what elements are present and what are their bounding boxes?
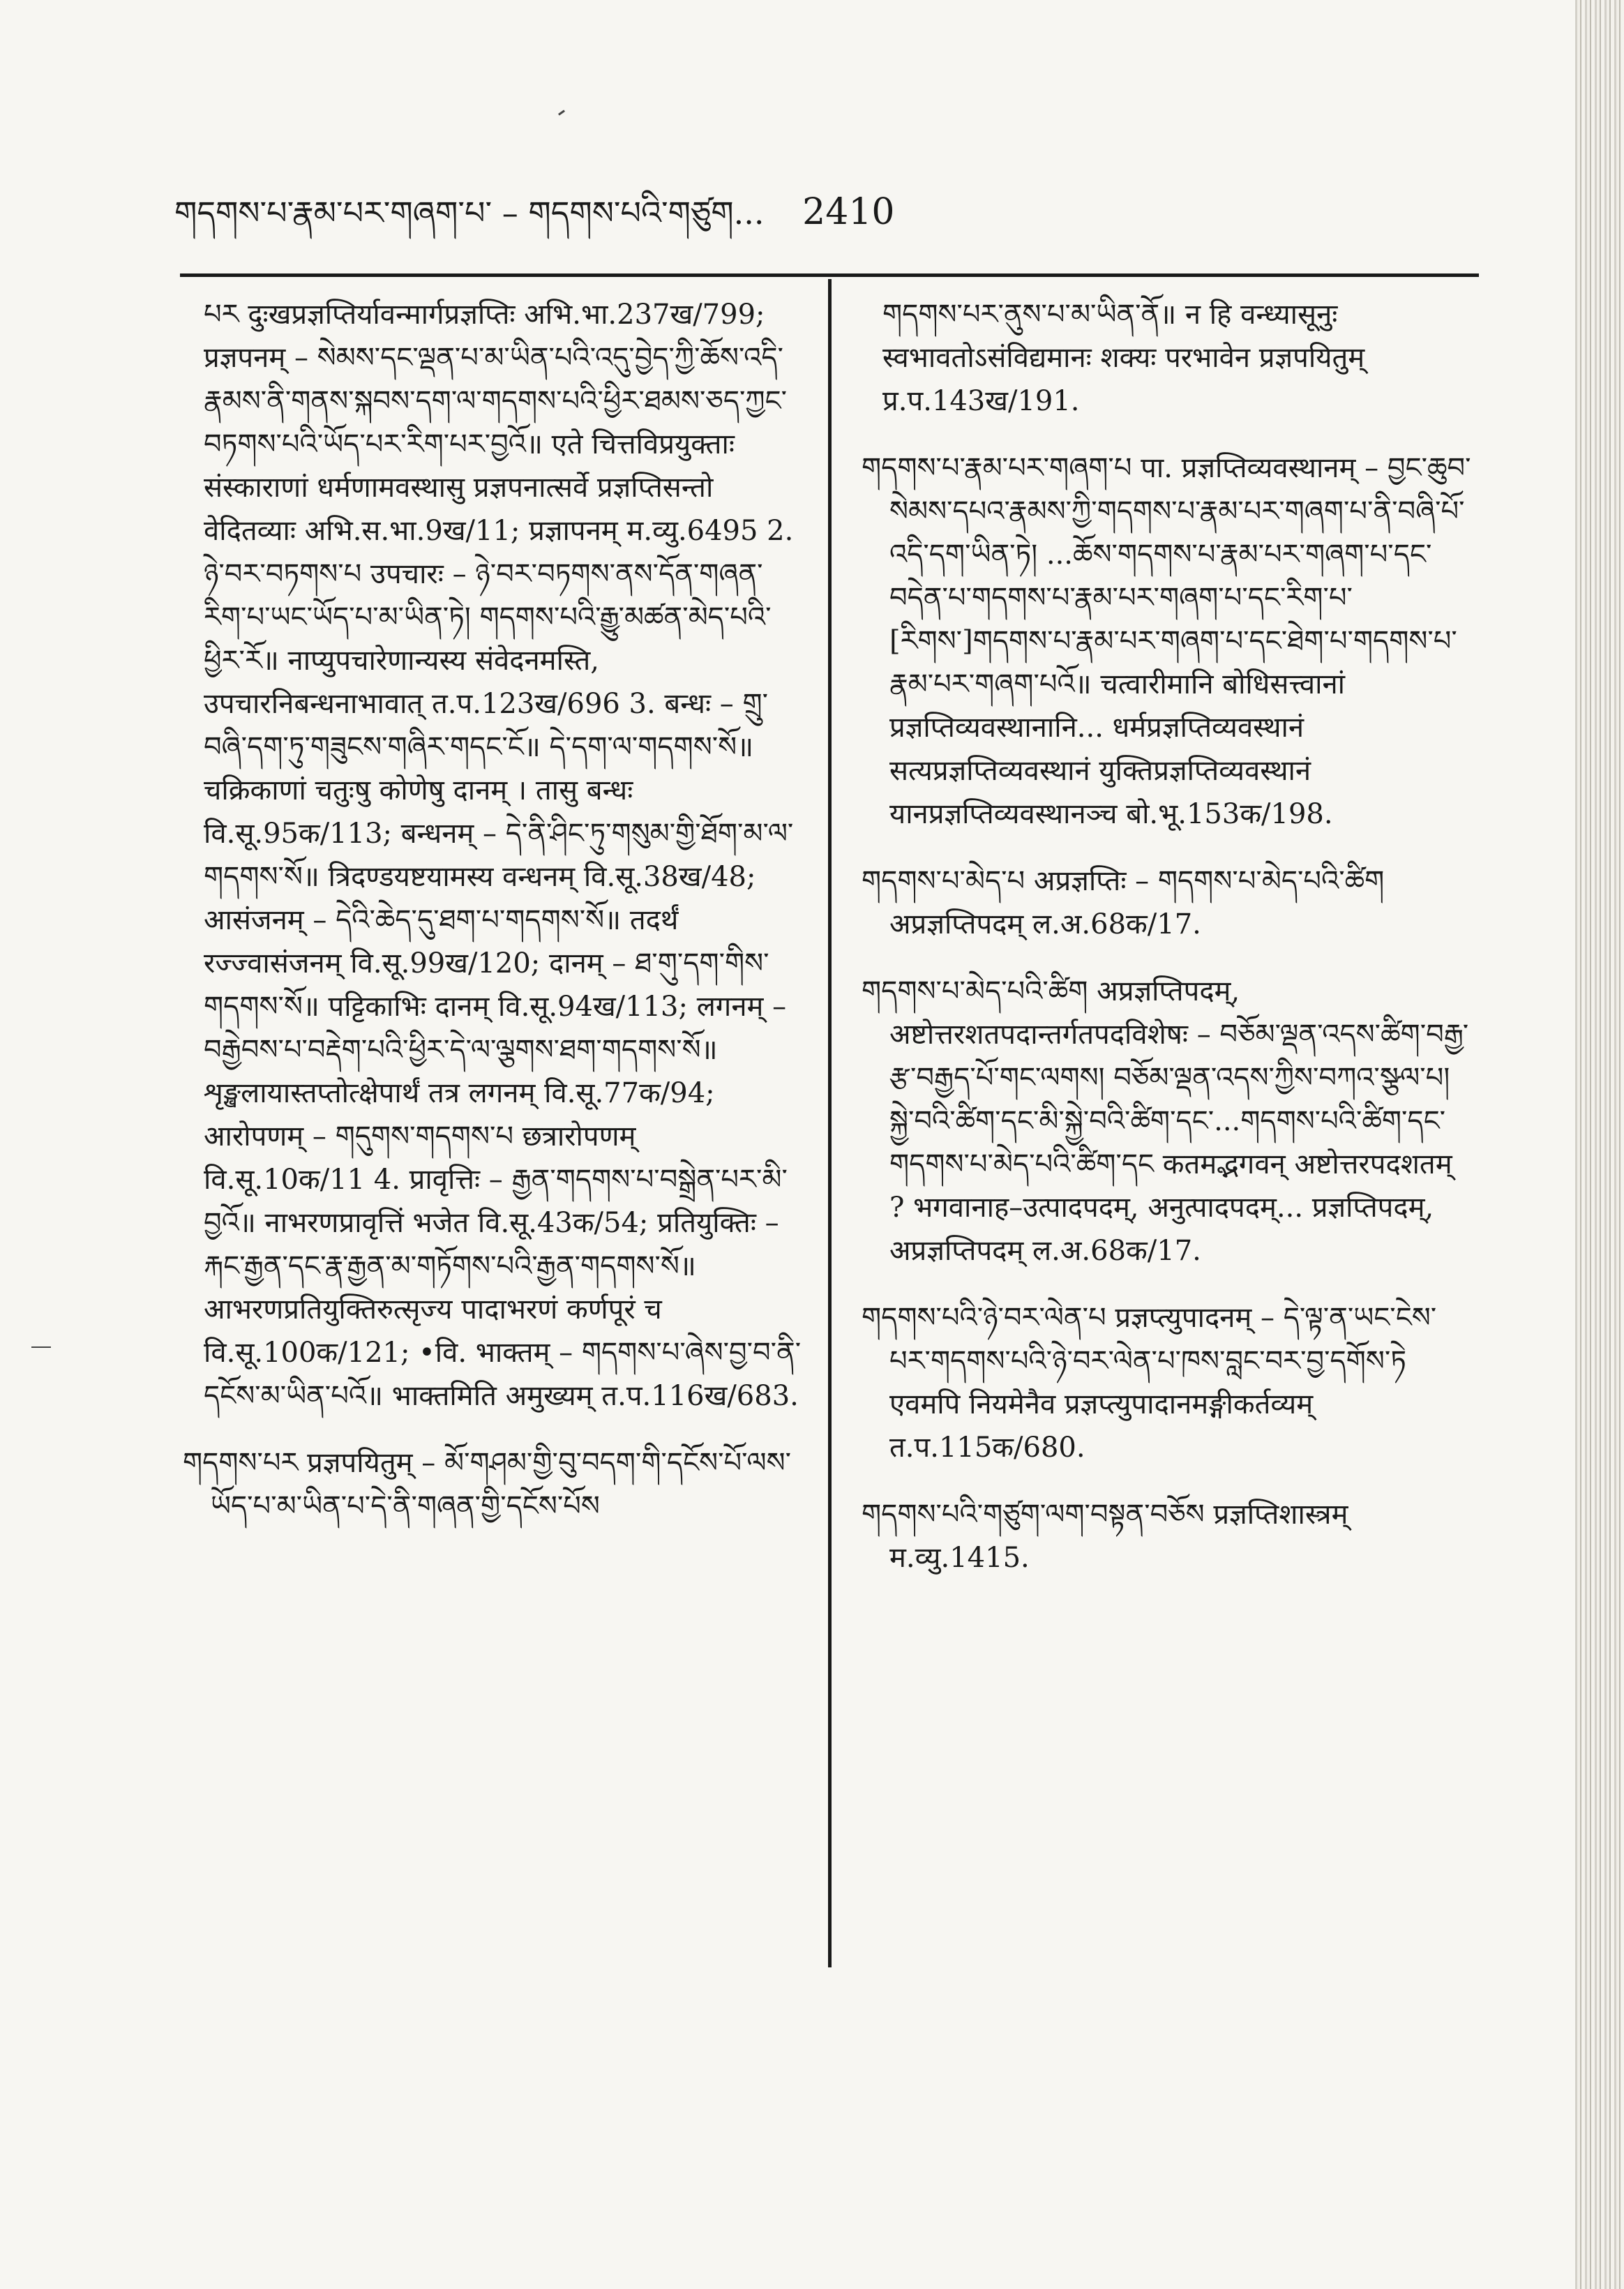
column-divider [828,279,832,1967]
running-header [174,178,1291,268]
entry: གདགས་པའི་གཙུག་ལག་བསྟན་བཅོས प्रज्ञप्तिशास्त्रम् म.व्यु.1415. [862,1499,1348,1574]
header-title: གདགས་པ་རྣམ་པར་གཞག་པ་ – གདགས་པའི་གཙུག... [174,194,765,232]
header-rule [180,273,1479,277]
entry: གདགས་པ་མེད་པའི་ཚིག अप्रज्ञप्तिपदम्, अष्टोत्तरशतपदान्तर्गतपदविशेषः – བཅོམ་ལྡན་འདས་ཚིག་བརྒྱ་རྩ་བརྒྱད་པོ་གང་ལགས། བཅོམ་ལྡན་འདས་ཀྱིས་བཀའ་སྩལ་པ། སྐྱེ་བའི་ཚིག་དང་མི་སྐྱེ་བའི་ཚིག་དང་...གདགས་པའི་ཚིག་དང་གདགས་པ་མེད་པའི་ཚིག་དང कतमद्भगवन् अष्टोत्तरपदशतम् ? भगवानाह–उत्पादपदम्, अनुत्पादपदम्... प्रज्ञप्तिपदम्, अप्रज्ञप्तिपदम् ल.अ.68क/17. [862,975,1469,1267]
entry: གདགས་པ་རྣམ་པར་གཞག་པ पा. प्रज्ञप्तिव्यवस्थानम् – བྱང་ཆུབ་སེམས་དཔའ་རྣམས་ཀྱི་གདགས་པ་རྣམ་པར་གཞག་པ་ནི་བཞི་པོ་འདི་དག་ཡིན་ཏེ། ...ཆོས་གདགས་པ་རྣམ་པར་གཞག་པ་དང་ བདེན་པ་གདགས་པ་རྣམ་པར་གཞག་པ་དང་རིག་པ་[རིགས་]གདགས་པ་རྣམ་པར་གཞག་པ་དང་ཐེག་པ་གདགས་པ་རྣམ་པར་གཞག་པའོ॥ चत्वारीमानि बोधिसत्त्वानां प्रज्ञप्तिव्यवस्थानानि... धर्मप्रज्ञप्तिव्यवस्थानं सत्यप्रज्ञप्तिव्यवस्थानं युक्तिप्रज्ञप्तिव्यवस्थानं यानप्रज्ञप्तिव्यवस्थानञ्च बो.भू.153क/198. [862,452,1471,830]
scan-speck [31,1346,51,1348]
entry: གདགས་པར प्रज्ञपयितुम् – མོ་གཤམ་གྱི་བུ་བདག་གི་དངོས་པོ་ལས་ཡོད་པ་མ་ཡིན་པ་དེ་ནི་གཞན་གྱི་དངོས་པོས [183,1447,792,1522]
scan-page-edge [1575,0,1624,2289]
right-column [862,293,1475,1603]
page-number: 2410 [802,191,895,233]
entry: གདགས་པའི་ཉེ་བར་ལེན་པ प्रज्ञप्त्युपादनम् – དེ་ལྟ་ན་ཡང་ངེས་པར་གདགས་པའི་ཉེ་བར་ལེན་པ་ཁས་བླང་བར་བྱ་དགོས་ཏེ एवमपि नियमेनैव प्रज्ञप्त्युपादानमङ्गीकर्तव्यम् त.प.115क/680. [862,1302,1437,1464]
left-column [183,293,804,1552]
entry-continuation: པར दुःखप्रज्ञप्तिर्यावन्मार्गप्रज्ञप्तिः अभि.भा.237ख/799; प्रज्ञपनम् – སེམས་དང་ལྡན་པ་མ་ཡིན་པའི་འདུ་བྱེད་ཀྱི་ཆོས་འདི་རྣམས་ནི་གནས་སྐབས་དག་ལ་གདགས་པའི་ཕྱིར་ཐམས་ཅད་ཀྱང་བཏགས་པའི་ཡོད་པར་རིག་པར་བྱའོ॥ एते चित्तविप्रयुक्ताः संस्काराणां धर्मणामवस्थासु प्रज्ञपनात्सर्वे प्रज्ञप्तिसन्तो वेदितव्याः अभि.स.भा.9ख/11; प्रज्ञापनम् म.व्यु.6495 2. ཉེ་བར་བཏགས་པ उपचारः – ཉེ་བར་བཏགས་ནས་དོན་གཞན་རིག་པ་ཡང་ཡོད་པ་མ་ཡིན་ཏེ། གདགས་པའི་རྒྱུ་མཚན་མེད་པའི་ཕྱིར་རོ॥ नाप्युपचारेणान्यस्य संवेदनमस्ति, उपचारनिबन्धनाभावात् त.प.123ख/696 3. बन्धः – གྲུ་བཞི་དག་ཏུ་གཟུངས་གཞིར་གདང་ངོ॥ དེ་དག་ལ་གདགས་སོ॥ चक्रिकाणां चतुःषु कोणेषु दानम् । तासु बन्धः वि.सू.95क/113; बन्धनम् – དེ་ནི་ཤིང་ཏུ་གསུམ་གྱི་ཐོག་མ་ལ་གདགས་སོ॥ त्रिदण्डयष्टयामस्य वन्धनम् वि.सू.38ख/48; आसंजनम् – དེའི་ཆེད་དུ་ཐག་པ་གདགས་སོ॥ तदर्थं रज्ज्वासंजनम् वि.सू.99ख/120; दानम् – ཐ་གུ་དག་གིས་གདགས་སོ॥ पट्टिकाभिः दानम् वि.सू.94ख/113; लगनम् – བརྒྱེབས་པ་བརྡེག་པའི་ཕྱིར་དེ་ལ་ལྕགས་ཐག་གདགས་སོ॥ शृङ्खलायास्तप्तोत्क्षेपार्थं तत्र लगनम् वि.सू.77क/94; आरोपणम् – གདུགས་གདགས་པ छत्रारोपणम् वि.सू.10क/11 4. प्रावृत्तिः – རྒྱན་གདགས་པ་བསྒྲེན་པར་མི་བྱའོ॥ नाभरणप्रावृत्तिं भजेत वि.सू.43क/54; प्रतियुक्तिः – རྐང་རྒྱན་དང་རྣ་རྒྱན་མ་གཏོགས་པའི་རྒྱན་གདགས་སོ॥ आभरणप्रतियुक्तिरुत्सृज्य पादाभरणं कर्णपूरं च वि.सू.100क/121; •वि. भाक्तम् – གདགས་པ་ཞེས་བྱ་བ་ནི་དངོས་མ་ཡིན་པའོ॥ भाक्तमिति अमुख्यम् त.प.116ख/683. [204,299,802,1412]
entry-continuation: གདགས་པར་ནུས་པ་མ་ཡིན་ནོ॥ न हि वन्ध्यासूनुः स्वभावतोऽसंविद्यमानः शक्यः परभावेन प्रज्ञपयितुम् प्र.प.143ख/191. [882,299,1365,417]
scan-speck [558,110,565,115]
entry: གདགས་པ་མེད་པ अप्रज्ञप्तिः – གདགས་པ་མེད་པའི་ཚིག अप्रज्ञप्तिपदम् ल.अ.68क/17. [862,865,1385,940]
